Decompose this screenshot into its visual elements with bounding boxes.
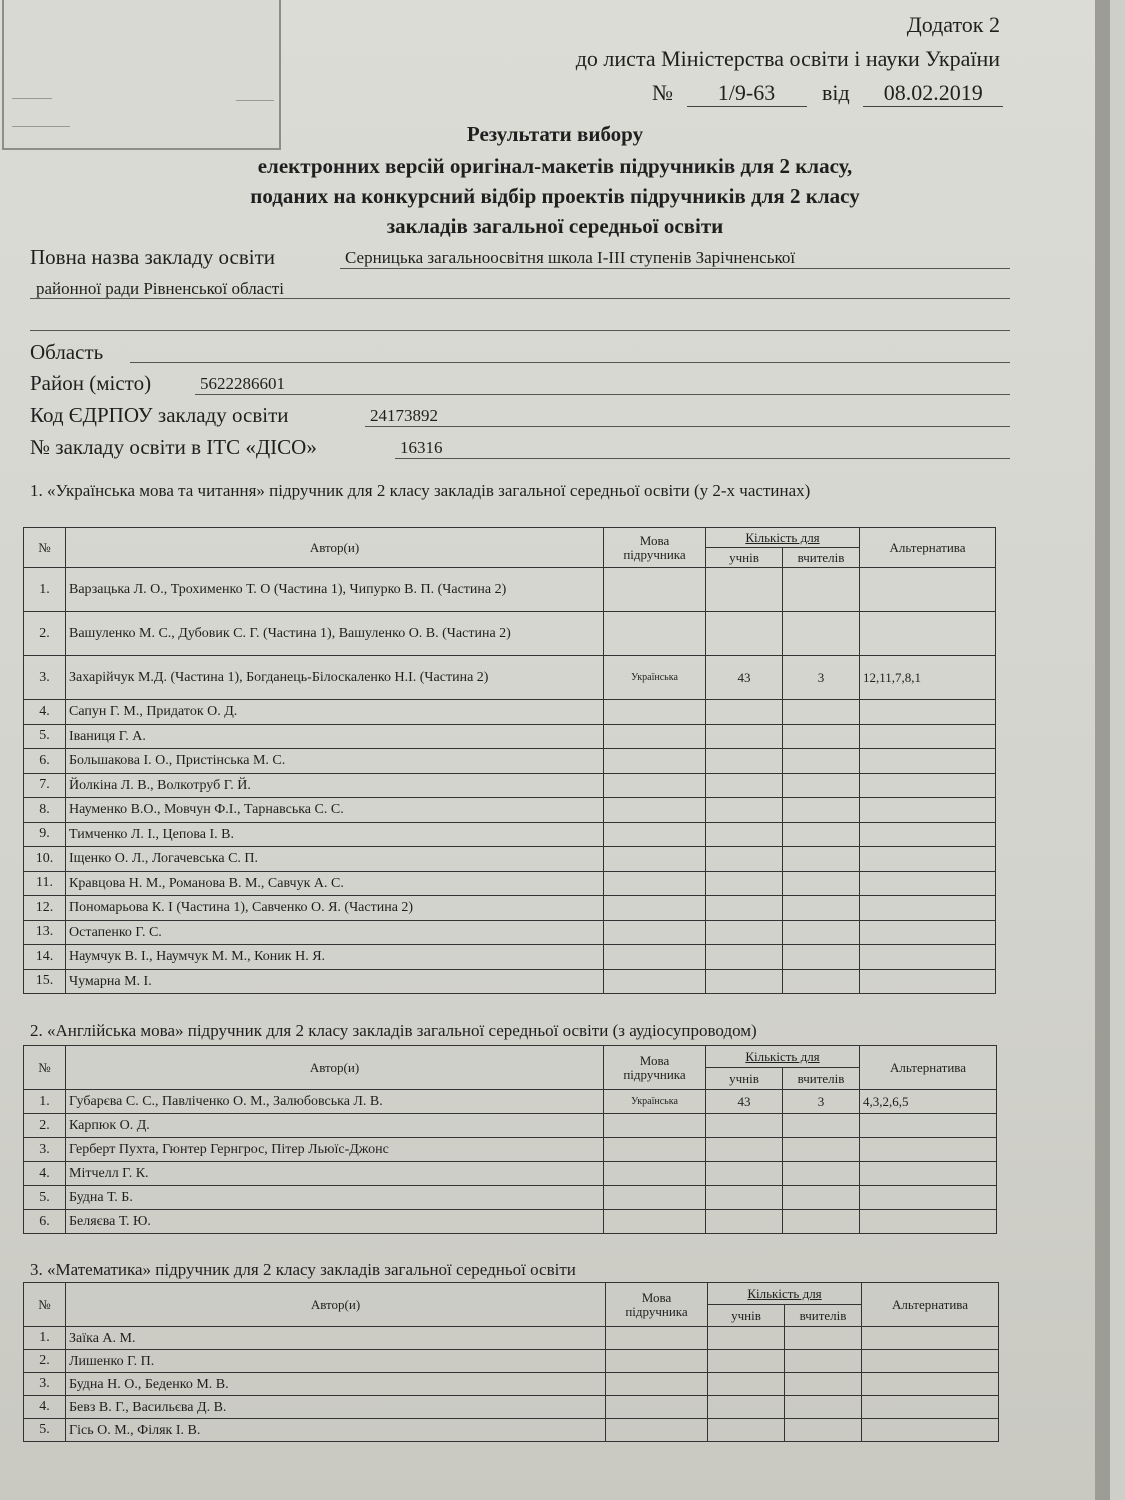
school-name-label: Повна назва закладу освіти (30, 245, 276, 269)
row-number: 12. (24, 896, 66, 921)
row-students-count (706, 1210, 783, 1234)
row-teachers-count (783, 612, 860, 656)
row-alternative (860, 724, 996, 749)
row-alternative (860, 798, 996, 823)
row-number: 15. (24, 969, 66, 994)
row-authors: Большакова І. О., Пристінська М. С. (66, 749, 604, 774)
row-teachers-count (783, 871, 860, 896)
col-students-header: учнів (706, 548, 783, 568)
row-language (604, 822, 706, 847)
row-number: 3. (24, 1373, 66, 1396)
row-authors: Гісь О. М., Філяк І. В. (66, 1419, 606, 1442)
letter-number-label: № (652, 80, 673, 105)
row-language (606, 1327, 708, 1350)
row-alternative (860, 773, 996, 798)
row-teachers-count (783, 700, 860, 725)
row-teachers-count: 3 (783, 656, 860, 700)
col-number-header: № (24, 1046, 66, 1090)
row-teachers-count (783, 724, 860, 749)
table-row (24, 700, 996, 725)
col-language-header: Мова підручника (604, 1046, 706, 1090)
row-alternative: 12,11,7,8,1 (860, 656, 996, 700)
row-language (604, 920, 706, 945)
col-teachers-header: вчителів (783, 1068, 860, 1090)
section-1-title: 1. «Українська мова та читання» підручник для 2 класу закладів загальної середньої освіти (у 2-х частинах) (30, 481, 811, 500)
col-quantity-header: Кількість для (706, 1046, 860, 1068)
row-authors: Чумарна М. І. (66, 969, 604, 994)
table-row (24, 1162, 997, 1186)
col-authors-header: Автор(и) (66, 1046, 604, 1090)
row-language (604, 1210, 706, 1234)
row-language (604, 700, 706, 725)
row-alternative (860, 945, 996, 970)
row-number: 1. (24, 568, 66, 612)
table-row (24, 1210, 997, 1234)
row-alternative (860, 920, 996, 945)
row-alternative (862, 1373, 999, 1396)
row-teachers-count (783, 945, 860, 970)
row-number: 14. (24, 945, 66, 970)
row-students-count (706, 871, 783, 896)
row-language (604, 1138, 706, 1162)
row-teachers-count (783, 1210, 860, 1234)
row-number: 10. (24, 847, 66, 872)
table-row (24, 749, 996, 774)
table-row (24, 798, 996, 823)
row-teachers-count: 3 (783, 1090, 860, 1114)
row-number: 5. (24, 1419, 66, 1442)
row-language (604, 847, 706, 872)
appendix-label: Додаток 2 (906, 12, 1000, 37)
table-row (24, 847, 996, 872)
row-number: 3. (24, 656, 66, 700)
row-teachers-count (783, 749, 860, 774)
table-row (24, 920, 996, 945)
row-students-count (708, 1327, 785, 1350)
row-alternative (862, 1327, 999, 1350)
row-students-count (706, 822, 783, 847)
row-alternative: 4,3,2,6,5 (860, 1090, 997, 1114)
doc-title-line-3: поданих на конкурсний відбір проектів підручників для 2 класу (250, 184, 860, 208)
row-alternative (860, 612, 996, 656)
table-row (24, 1138, 997, 1162)
section-3-title: 3. «Математика» підручник для 2 класу закладів загальної середньої освіти (30, 1260, 576, 1279)
row-teachers-count (785, 1373, 862, 1396)
row-number: 5. (24, 1186, 66, 1210)
row-language (604, 798, 706, 823)
row-authors: Заїка А. М. (66, 1327, 606, 1350)
letter-number-value: 1/9-63 (687, 80, 807, 107)
row-alternative (862, 1419, 999, 1442)
table-row (24, 822, 996, 847)
row-students-count (706, 945, 783, 970)
edrpou-value: 24173892 (370, 406, 438, 425)
row-students-count (706, 798, 783, 823)
row-students-count (708, 1350, 785, 1373)
row-alternative (860, 896, 996, 921)
col-teachers-header: вчителів (783, 548, 860, 568)
row-students-count: 43 (706, 656, 783, 700)
table-row (24, 1327, 999, 1350)
row-language (606, 1350, 708, 1373)
row-language (604, 1162, 706, 1186)
table-row (24, 1396, 999, 1419)
doc-title-line-4: закладів загальної середньої освіти (386, 214, 724, 238)
row-students-count (706, 1162, 783, 1186)
col-number-header: № (24, 528, 66, 568)
table-row (24, 945, 996, 970)
row-teachers-count (783, 896, 860, 921)
region-label: Область (30, 340, 104, 364)
row-alternative (860, 568, 996, 612)
doc-title-line-2: електронних версій оригінал-макетів підручників для 2 класу, (257, 154, 853, 178)
table-row (24, 773, 996, 798)
row-teachers-count (783, 568, 860, 612)
row-teachers-count (783, 969, 860, 994)
row-teachers-count (783, 847, 860, 872)
row-students-count: 43 (706, 1090, 783, 1114)
col-quantity-header: Кількість для (706, 528, 860, 548)
row-number: 3. (24, 1138, 66, 1162)
school-name-value-1: Серницька загальноосвітня школа І-ІІІ ступенів Зарічненської (345, 248, 796, 267)
school-name-value-2: районної ради Рівненської області (36, 279, 284, 298)
row-teachers-count (785, 1350, 862, 1373)
row-language: Українська (604, 1090, 706, 1114)
its-diso-value: 16316 (400, 438, 443, 457)
row-authors: Остапенко Г. С. (66, 920, 604, 945)
row-students-count (708, 1419, 785, 1442)
col-alternative-header: Альтернатива (862, 1283, 999, 1327)
row-authors: Губарєва С. С., Павліченко О. М., Залюбовська Л. В. (66, 1090, 604, 1114)
row-authors: Бевз В. Г., Васильєва Д. В. (66, 1396, 606, 1419)
row-teachers-count (783, 1186, 860, 1210)
row-language (604, 612, 706, 656)
table-row (24, 969, 996, 994)
table-row (24, 1373, 999, 1396)
row-authors: Науменко В.О., Мовчун Ф.І., Тарнавська С. С. (66, 798, 604, 823)
row-students-count (706, 724, 783, 749)
section-1-table (23, 527, 996, 994)
table-row (24, 568, 996, 612)
table-row (24, 896, 996, 921)
table-row (24, 724, 996, 749)
table-row (24, 1114, 997, 1138)
row-students-count (706, 847, 783, 872)
row-students-count (706, 969, 783, 994)
row-alternative (860, 822, 996, 847)
row-students-count (706, 1114, 783, 1138)
row-authors: Будна Т. Б. (66, 1186, 604, 1210)
row-students-count (706, 920, 783, 945)
col-quantity-header: Кількість для (708, 1283, 862, 1305)
row-authors: Пономарьова К. І (Частина 1), Савченко О. Я. (Частина 2) (66, 896, 604, 921)
row-language (606, 1373, 708, 1396)
row-language (606, 1396, 708, 1419)
table-row (24, 1186, 997, 1210)
row-language: Українська (604, 656, 706, 700)
row-authors: Карпюк О. Д. (66, 1114, 604, 1138)
row-teachers-count (783, 773, 860, 798)
row-students-count (708, 1396, 785, 1419)
row-alternative (860, 1210, 997, 1234)
row-teachers-count (785, 1419, 862, 1442)
row-teachers-count (785, 1396, 862, 1419)
row-alternative (860, 1186, 997, 1210)
col-authors-header: Автор(и) (66, 1283, 606, 1327)
row-authors: Тимченко Л. І., Цепова І. В. (66, 822, 604, 847)
table-row (24, 1090, 997, 1114)
row-number: 2. (24, 612, 66, 656)
its-diso-label: № закладу освіти в ІТС «ДІСО» (30, 435, 317, 459)
edrpou-label: Код ЄДРПОУ закладу освіти (30, 403, 289, 427)
section-2-table (23, 1045, 997, 1234)
col-number-header: № (24, 1283, 66, 1327)
row-language (604, 896, 706, 921)
section-2-title: 2. «Англійська мова» підручник для 2 класу закладів загальної середньої освіти (з аудіосупроводом) (30, 1021, 757, 1040)
row-authors: Іваниця Г. А. (66, 724, 604, 749)
row-alternative (860, 871, 996, 896)
row-teachers-count (783, 822, 860, 847)
row-teachers-count (783, 1114, 860, 1138)
table-row (24, 656, 996, 700)
row-number: 11. (24, 871, 66, 896)
row-students-count (708, 1373, 785, 1396)
letter-number-line (652, 80, 1003, 107)
row-students-count (706, 568, 783, 612)
row-language (604, 773, 706, 798)
row-alternative (860, 847, 996, 872)
row-authors: Варзацька Л. О., Трохименко Т. О (Частина 1), Чипурко В. П. (Частина 2) (66, 568, 604, 612)
table-row (24, 871, 996, 896)
row-alternative (860, 749, 996, 774)
row-number: 4. (24, 700, 66, 725)
col-alternative-header: Альтернатива (860, 528, 996, 568)
row-alternative (862, 1396, 999, 1419)
row-authors: Вашуленко М. С., Дубовик С. Г. (Частина 1), Вашуленко О. В. (Частина 2) (66, 612, 604, 656)
row-teachers-count (783, 920, 860, 945)
row-teachers-count (783, 1162, 860, 1186)
row-language (606, 1419, 708, 1442)
row-students-count (706, 749, 783, 774)
col-teachers-header: вчителів (785, 1305, 862, 1327)
row-authors: Сапун Г. М., Придаток О. Д. (66, 700, 604, 725)
row-number: 1. (24, 1327, 66, 1350)
row-authors: Іщенко О. Л., Логачевська С. П. (66, 847, 604, 872)
row-students-count (706, 1138, 783, 1162)
row-alternative (860, 1114, 997, 1138)
row-authors: Захарійчук М.Д. (Частина 1), Богданець-Білоскаленко Н.І. (Частина 2) (66, 656, 604, 700)
row-alternative (860, 1138, 997, 1162)
letter-reference: до листа Міністерства освіти і науки України (575, 46, 1000, 71)
col-students-header: учнів (708, 1305, 785, 1327)
letter-date-label: від (822, 80, 850, 105)
row-alternative (860, 700, 996, 725)
row-language (604, 724, 706, 749)
col-alternative-header: Альтернатива (860, 1046, 997, 1090)
row-students-count (706, 1186, 783, 1210)
row-teachers-count (783, 798, 860, 823)
doc-title-line-1: Результати вибору (466, 122, 644, 146)
district-label: Район (місто) (30, 371, 152, 395)
row-number: 5. (24, 724, 66, 749)
row-authors: Мітчелл Г. К. (66, 1162, 604, 1186)
row-number: 1. (24, 1090, 66, 1114)
row-language (604, 871, 706, 896)
row-authors: Кравцова Н. М., Романова В. М., Савчук А. С. (66, 871, 604, 896)
row-number: 6. (24, 1210, 66, 1234)
table-row (24, 612, 996, 656)
row-number: 2. (24, 1114, 66, 1138)
section-3-table (23, 1282, 999, 1442)
row-authors: Будна Н. О., Беденко М. В. (66, 1373, 606, 1396)
row-language (604, 749, 706, 774)
district-value: 5622286601 (200, 374, 285, 393)
row-students-count (706, 700, 783, 725)
row-authors: Лишенко Г. П. (66, 1350, 606, 1373)
row-students-count (706, 896, 783, 921)
table-row (24, 1419, 999, 1442)
col-language-header: Мова підручника (606, 1283, 708, 1327)
row-language (604, 1114, 706, 1138)
col-language-header: Мова підручника (604, 528, 706, 568)
col-authors-header: Автор(и) (66, 528, 604, 568)
row-authors: Йолкіна Л. В., Волкотруб Г. Й. (66, 773, 604, 798)
row-number: 13. (24, 920, 66, 945)
table-row (24, 1350, 999, 1373)
row-number: 6. (24, 749, 66, 774)
row-language (604, 969, 706, 994)
row-number: 4. (24, 1396, 66, 1419)
row-number: 4. (24, 1162, 66, 1186)
row-alternative (862, 1350, 999, 1373)
row-students-count (706, 773, 783, 798)
row-number: 8. (24, 798, 66, 823)
row-teachers-count (785, 1327, 862, 1350)
row-number: 7. (24, 773, 66, 798)
row-language (604, 1186, 706, 1210)
row-authors: Наумчук В. І., Наумчук М. М., Коник Н. Я. (66, 945, 604, 970)
row-teachers-count (783, 1138, 860, 1162)
row-number: 9. (24, 822, 66, 847)
letter-date-value: 08.02.2019 (863, 80, 1003, 107)
row-language (604, 945, 706, 970)
row-alternative (860, 969, 996, 994)
row-alternative (860, 1162, 997, 1186)
row-number: 2. (24, 1350, 66, 1373)
row-students-count (706, 612, 783, 656)
row-language (604, 568, 706, 612)
row-authors: Герберт Пухта, Гюнтер Гернгрос, Пітер Льюїс-Джонс (66, 1138, 604, 1162)
col-students-header: учнів (706, 1068, 783, 1090)
row-authors: Беляєва Т. Ю. (66, 1210, 604, 1234)
